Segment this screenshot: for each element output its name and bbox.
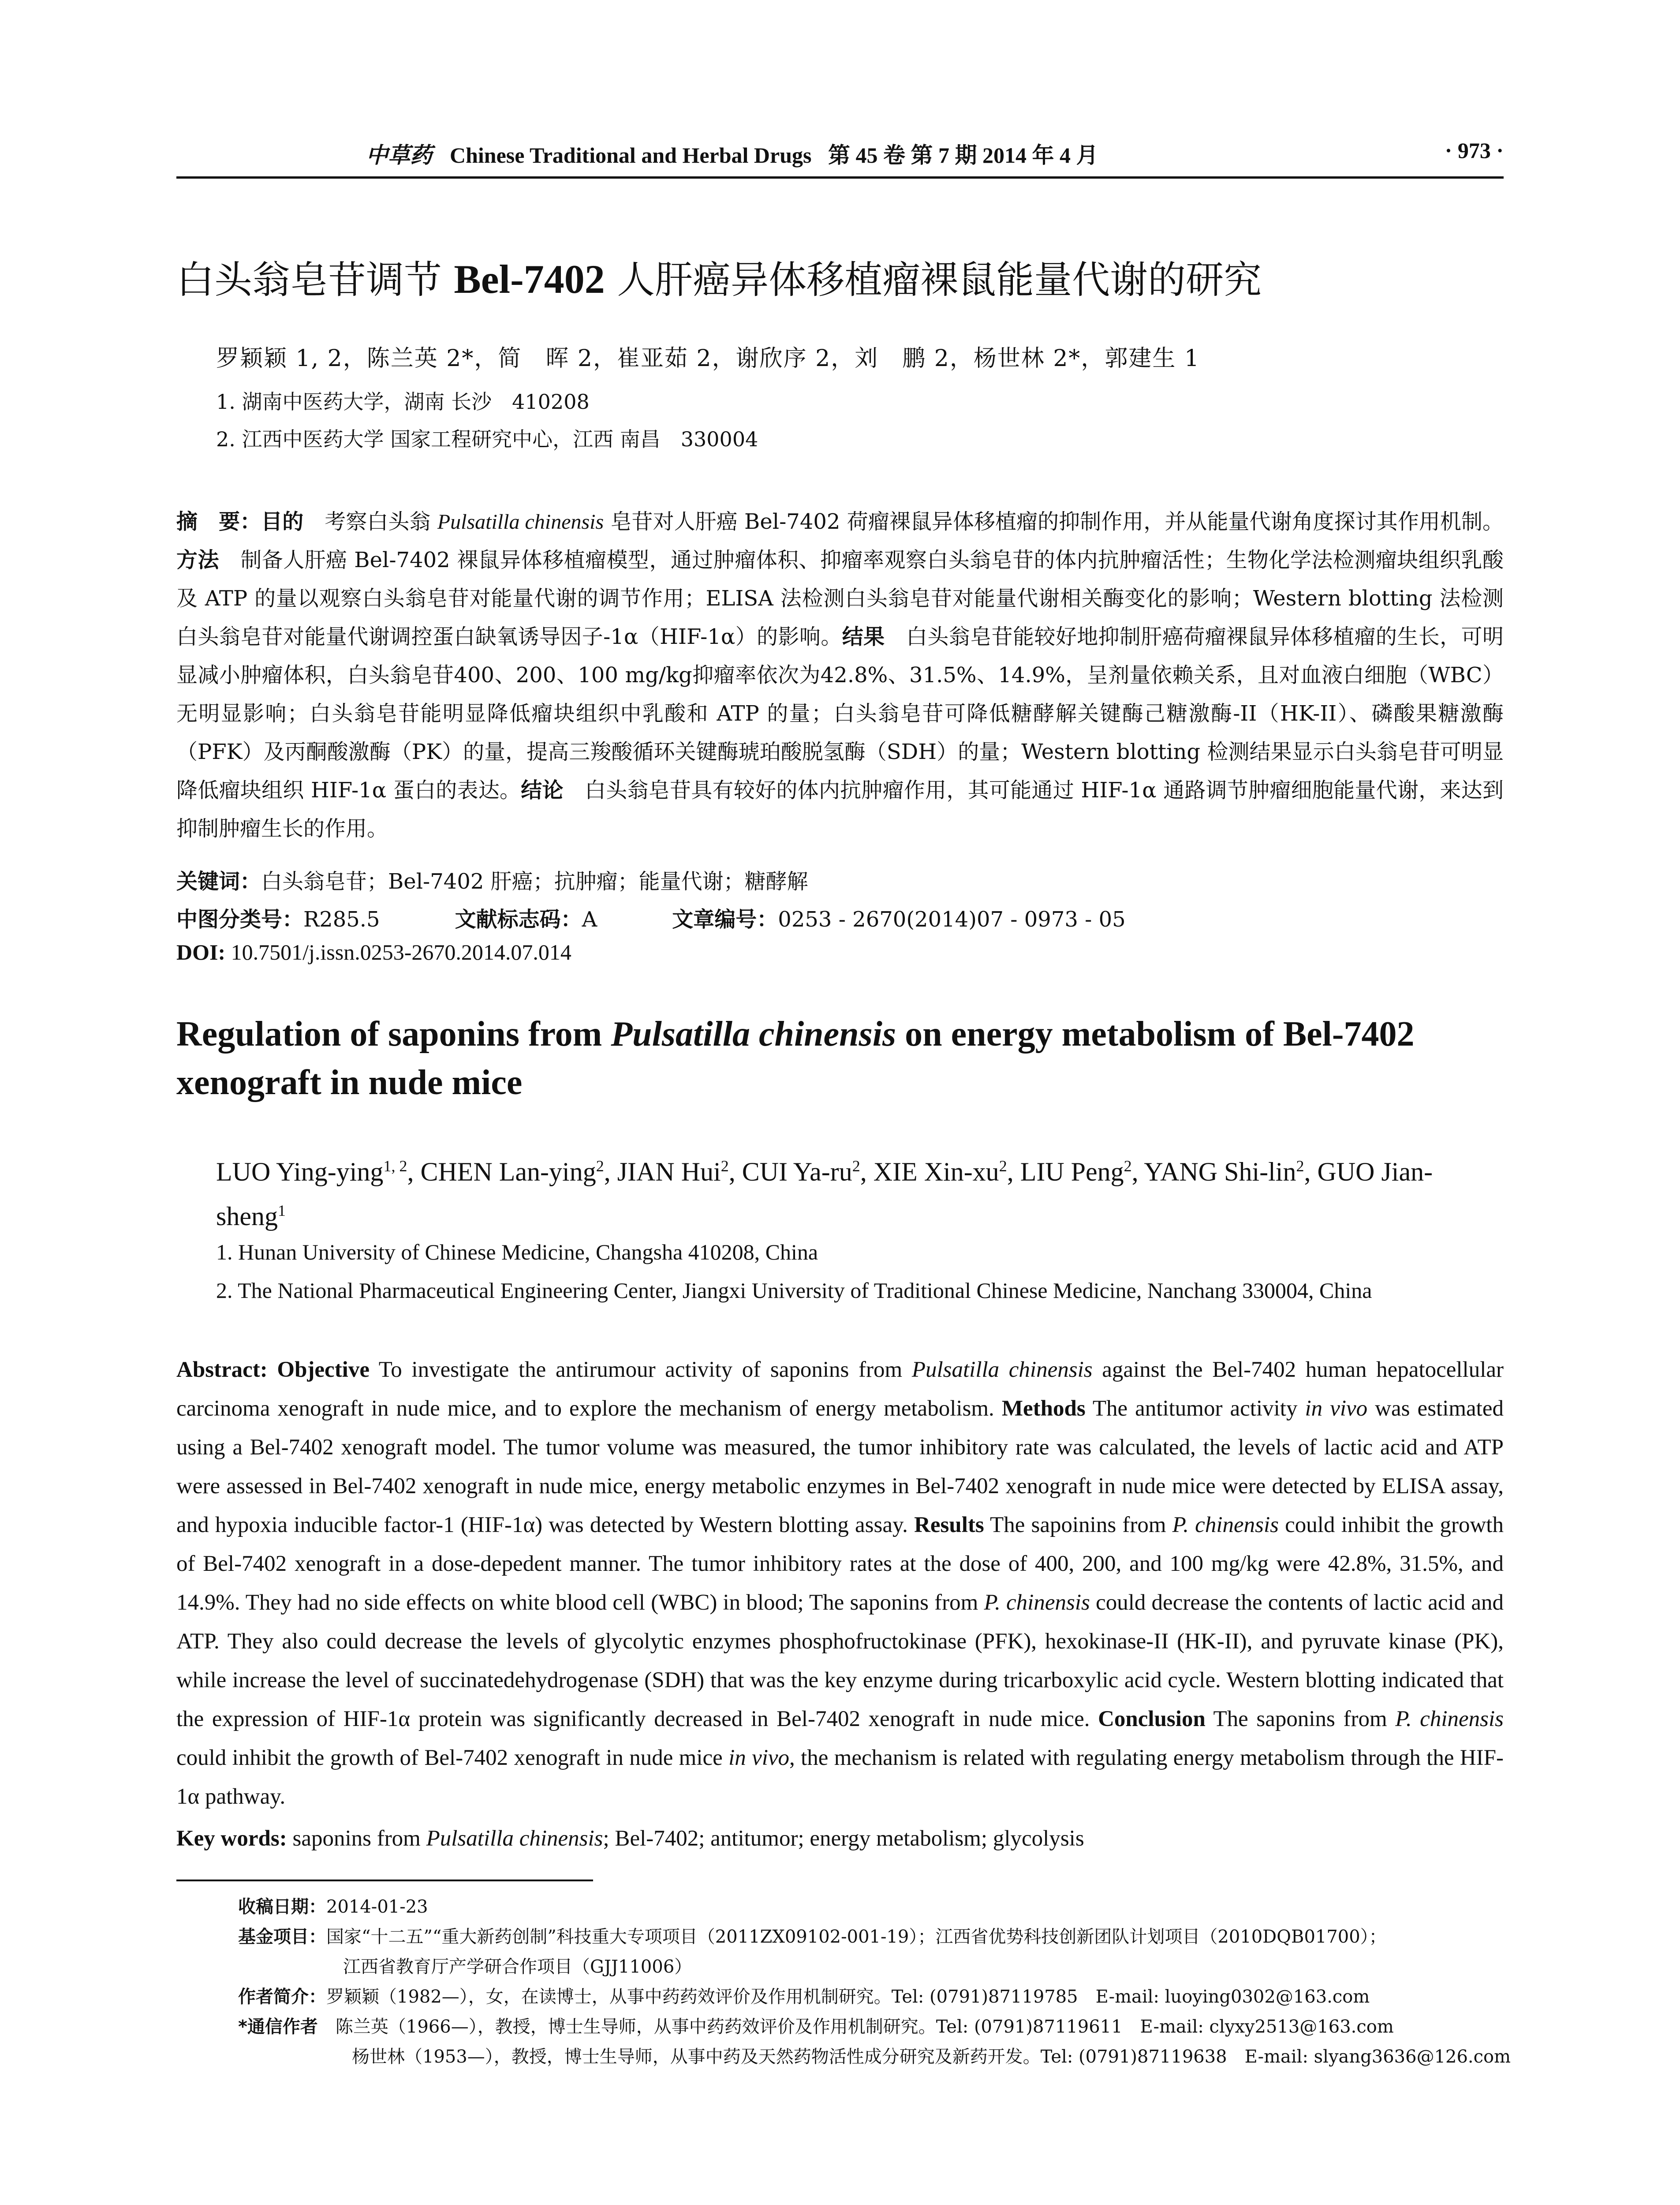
title-cn-cellline: Bel-7402 — [454, 257, 605, 302]
doi-label: DOI: — [176, 940, 226, 964]
title-cn-part: 白头翁皂苷调节 — [176, 258, 454, 302]
footnote-received — [238, 1892, 1508, 1922]
corresponding-label: *通信作者 — [238, 2017, 318, 2037]
species-latin: P. chinensis — [1172, 1513, 1279, 1537]
authors-en — [216, 1147, 1495, 1236]
objective-cn-text: 皂苷对人肝癌 Bel-7402 荷瘤裸鼠异体移植瘤的抑制作用，并从能量代谢角度探讨其作用机制。 — [604, 509, 1504, 534]
author-en: , CHEN Lan-ying — [407, 1157, 596, 1186]
footnote-rule — [176, 1880, 593, 1881]
results-cn-label: 结果 — [842, 624, 885, 649]
author-en: , XIE Xin-xu — [860, 1157, 999, 1186]
methods-en-text: was estimated using a Bel-7402 xenograft model. The tumor volume was measured, the tumor inhibitory rate was calculated, the levels of lactic acid and ATP were assessed in Bel-7402 xenograft in nude mice, energy metabolic enzymes in Bel-7402 xenograft in nude mice were detected by ELISA assay, and hypoxia inducible factor-1 (HIF-1α) was detected by Western blotting assay. — [176, 1396, 1504, 1537]
results-en-label: Results — [914, 1513, 984, 1537]
journal-line — [366, 138, 1098, 169]
running-header — [176, 138, 1504, 168]
footnote-corresponding-2: 杨世林（1953—），教授，博士生导师，从事中药及天然药物活性成分研究及新药开发。Tel: (0791)87119638 E-mail: slyang3636@126.com — [352, 2047, 1511, 2067]
abstract-cn-label: 摘 要： — [176, 509, 261, 534]
abstract-en — [176, 1350, 1504, 1816]
doi-line — [176, 939, 571, 965]
species-latin: P. chinensis — [1395, 1707, 1504, 1731]
conclusion-en-latin: in vivo — [728, 1745, 790, 1770]
results-en-text: could decrease the contents of lactic acid and ATP. They also could decrease the levels of glycolytic enzymes phosphofructokinase (PFK), hexokinase-II (HK-II), and pyruvate kinase (PK), while increase the level of succinatedehydrogenase (SDH) that was the key enzyme during tricarboxylic acid cycle. Western blotting indicated that the expression of HIF-1α protein was significantly decreased in Bel-7402 xenograft in nude mice. — [176, 1590, 1504, 1731]
conclusion-en-text: could inhibit the growth of Bel-7402 xenograft in nude mice — [176, 1745, 729, 1770]
fund-text: 国家“十二五”“重大新药创制”科技重大专项项目（2011ZX09102-001-19）；江西省优势科技创新团队计划项目（2010DQB01700）； — [326, 1927, 1387, 1947]
species-latin: P. chinensis — [984, 1590, 1090, 1615]
objective-cn-text: 考察白头翁 — [303, 509, 437, 534]
author-en: LUO Ying-ying — [216, 1157, 384, 1186]
author-en-sup: 2 — [1124, 1157, 1132, 1175]
footnotes — [238, 1892, 1511, 2072]
abstract-en-label: Abstract: — [176, 1357, 268, 1382]
keywords-cn-label: 关键词： — [176, 869, 261, 894]
footnote-fund — [238, 1922, 1508, 1952]
title-en-part: on energy metabolism of Bel-7402 xenograft in nude mice — [176, 1015, 1415, 1102]
author-en: , JIAN Hui — [604, 1157, 721, 1186]
objective-en-text: To investigate the antirumour activity of saponins from — [369, 1357, 912, 1382]
header-rule — [176, 176, 1504, 179]
abstract-cn — [176, 503, 1504, 848]
objective-en-text: against the Bel-7402 human hepatocellular carcinoma xenograft in nude mice, and to explore the mechanism of energy metabolism. — [176, 1357, 1504, 1421]
author-bio-label: 作者简介： — [238, 1987, 326, 2007]
author-en: , GUO Jian-sheng — [216, 1157, 1433, 1231]
author-en-sup: 1, 2 — [383, 1157, 407, 1175]
conclusion-cn-text: 白头翁皂苷具有较好的体内抗肿瘤作用，其可能通过 HIF-1α 通路调节肿瘤细胞能量代谢，来达到抑制肿瘤生长的作用。 — [176, 778, 1504, 841]
methods-en-label: Methods — [1001, 1396, 1086, 1421]
received-value: 2014-01-23 — [326, 1897, 428, 1917]
keywords-cn-text: 白头翁皂苷；Bel-7402 肝癌；抗肿瘤；能量代谢；糖酵解 — [261, 869, 808, 894]
title-en-part: Regulation of saponins from — [176, 1015, 611, 1054]
results-en-text: could inhibit the growth of Bel-7402 xenograft in a dose-depedent manner. The tumor inhibitory rates at the dose of 400, 200, and 100 mg/kg were 42.8%, 31.5%, and 14.9%. They had no side effects on white blood cell (WBC) in blood; The saponins from — [176, 1513, 1504, 1615]
doc-code-value: A — [582, 907, 597, 932]
keywords-en-text: saponins from — [287, 1826, 426, 1851]
species-latin: Pulsatilla chinensis — [437, 510, 604, 534]
species-latin: Pulsatilla chinensis — [911, 1357, 1093, 1382]
methods-cn-label: 方法 — [176, 548, 219, 572]
doc-code-label: 文献标志码： — [455, 907, 582, 932]
corresponding-text: 陈兰英（1966—），教授，博士生导师，从事中药药效评价及作用机制研究。Tel: (0791)87119611 E-mail: clyxy2513@163.com — [317, 2017, 1394, 2037]
conclusion-en-text: , the mechanism is related with regulating energy metabolism through the HIF-1α pathway. — [176, 1745, 1504, 1809]
classification-line — [176, 902, 1126, 933]
title-cn — [176, 249, 1262, 304]
author-en-sup: 2 — [596, 1157, 604, 1175]
objective-en-label: Objective — [277, 1357, 370, 1382]
keywords-en-text: ; Bel-7402; antitumor; energy metabolism; glycolysis — [603, 1826, 1084, 1851]
authors-cn: 罗颖颖 1, 2，陈兰英 2*，简 晖 2，崔亚茹 2，谢欣序 2，刘 鹏 2，杨世林 2*，郭建生 1 — [216, 345, 1200, 372]
affiliation-cn-2: 2. 江西中医药大学 国家工程研究中心，江西 南昌 330004 — [216, 427, 758, 451]
author-en-sup: 2 — [999, 1157, 1007, 1175]
title-en — [176, 1010, 1504, 1107]
results-cn-text: 白头翁皂苷能较好地抑制肝癌荷瘤裸鼠异体移植瘤的生长，可明显减小肿瘤体积，白头翁皂苷400、200、100 mg/kg抑瘤率依次为42.8%、31.5%、14.9%，呈剂量依赖关系，且对血液白细胞（WBC）无明显影响；白头翁皂苷能明显降低瘤块组织中乳酸和 ATP 的量；白头翁皂苷可降低糖酵解关键酶己糖激酶-II（HK-II）、磷酸果糖激酶（PFK）及丙酮酸激酶（PK）的量，提高三羧酸循环关键酶琥珀酸脱氢酶（SDH）的量；Western blotting 检测结果显示白头翁皂苷可明显降低瘤块组织 HIF-1α 蛋白的表达。 — [176, 624, 1504, 803]
methods-cn-text: 制备人肝癌 Bel-7402 裸鼠异体移植瘤模型，通过肿瘤体积、抑瘤率观察白头翁皂苷的体内抗肿瘤活性；生物化学法检测瘤块组织乳酸及 ATP 的量以观察白头翁皂苷对能量代谢的调节作用；ELISA 法检测白头翁皂苷对能量代谢相关酶变化的影响；Western blotting 法检测白头翁皂苷对能量代谢调控蛋白缺氧诱导因子-1α（HIF-1α）的影响。 — [176, 548, 1504, 649]
methods-en-latin: in vivo — [1305, 1396, 1368, 1421]
affiliation-en-1: 1. Hunan University of Chinese Medicine, Changsha 410208, China — [216, 1240, 818, 1264]
author-en-sup: 2 — [721, 1157, 729, 1175]
journal-name: Chinese Traditional and Herbal Drugs — [450, 143, 812, 168]
clc-label: 中图分类号： — [176, 907, 304, 932]
species-latin: Pulsatilla chinensis — [426, 1826, 603, 1851]
journal-brand: 中草药 — [366, 142, 432, 168]
author-en: , CUI Ya-ru — [728, 1157, 852, 1186]
author-en-sup: 2 — [852, 1157, 860, 1175]
fund-label: 基金项目： — [238, 1927, 326, 1947]
conclusion-cn-label: 结论 — [521, 778, 564, 803]
received-label: 收稿日期： — [238, 1897, 326, 1917]
clc-value: R285.5 — [303, 907, 380, 932]
article-no-value: 0253 - 2670(2014)07 - 0973 - 05 — [778, 907, 1126, 932]
conclusion-en-label: Conclusion — [1098, 1707, 1206, 1731]
author-en-sup: 2 — [1296, 1157, 1304, 1175]
keywords-cn — [176, 864, 808, 895]
journal-issue: 第 45 卷 第 7 期 2014 年 4 月 — [828, 143, 1098, 168]
article-no-label: 文章编号： — [672, 907, 778, 932]
author-bio-text: 罗颖颖（1982—），女，在读博士，从事中药药效评价及作用机制研究。Tel: (0791)87119785 E-mail: luoying0302@163.com — [326, 1987, 1370, 2007]
page-number: · 973 · — [1445, 138, 1504, 163]
title-cn-part: 人肝癌异体移植瘤裸鼠能量代谢的研究 — [605, 258, 1262, 302]
author-en-sup: 1 — [277, 1202, 286, 1219]
doi-value[interactable]: 10.7501/j.issn.0253-2670.2014.07.014 — [225, 940, 571, 964]
author-en: , YANG Shi-lin — [1131, 1157, 1296, 1186]
keywords-en — [176, 1826, 1504, 1851]
methods-en-text: The antitumor activity — [1085, 1396, 1305, 1421]
conclusion-en-text: The saponins from — [1205, 1707, 1396, 1731]
footnote-corresponding — [238, 2012, 1508, 2042]
footnote-fund-cont: 江西省教育厅产学研合作项目（GJJ11006） — [343, 1957, 692, 1977]
objective-cn-label: 目的 — [261, 509, 304, 534]
affiliation-cn-1: 1. 湖南中医药大学，湖南 长沙 410208 — [216, 390, 590, 414]
footnote-author — [238, 1982, 1508, 2012]
results-en-text: The sapoinins from — [984, 1513, 1172, 1537]
author-en: , LIU Peng — [1007, 1157, 1124, 1186]
keywords-en-label: Key words: — [176, 1826, 287, 1851]
affiliation-en-2: 2. The National Pharmaceutical Engineering Center, Jiangxi University of Traditional Chinese Medicine, Nanchang 330004, China — [216, 1278, 1372, 1303]
title-en-latin: Pulsatilla chinensis — [611, 1015, 896, 1054]
